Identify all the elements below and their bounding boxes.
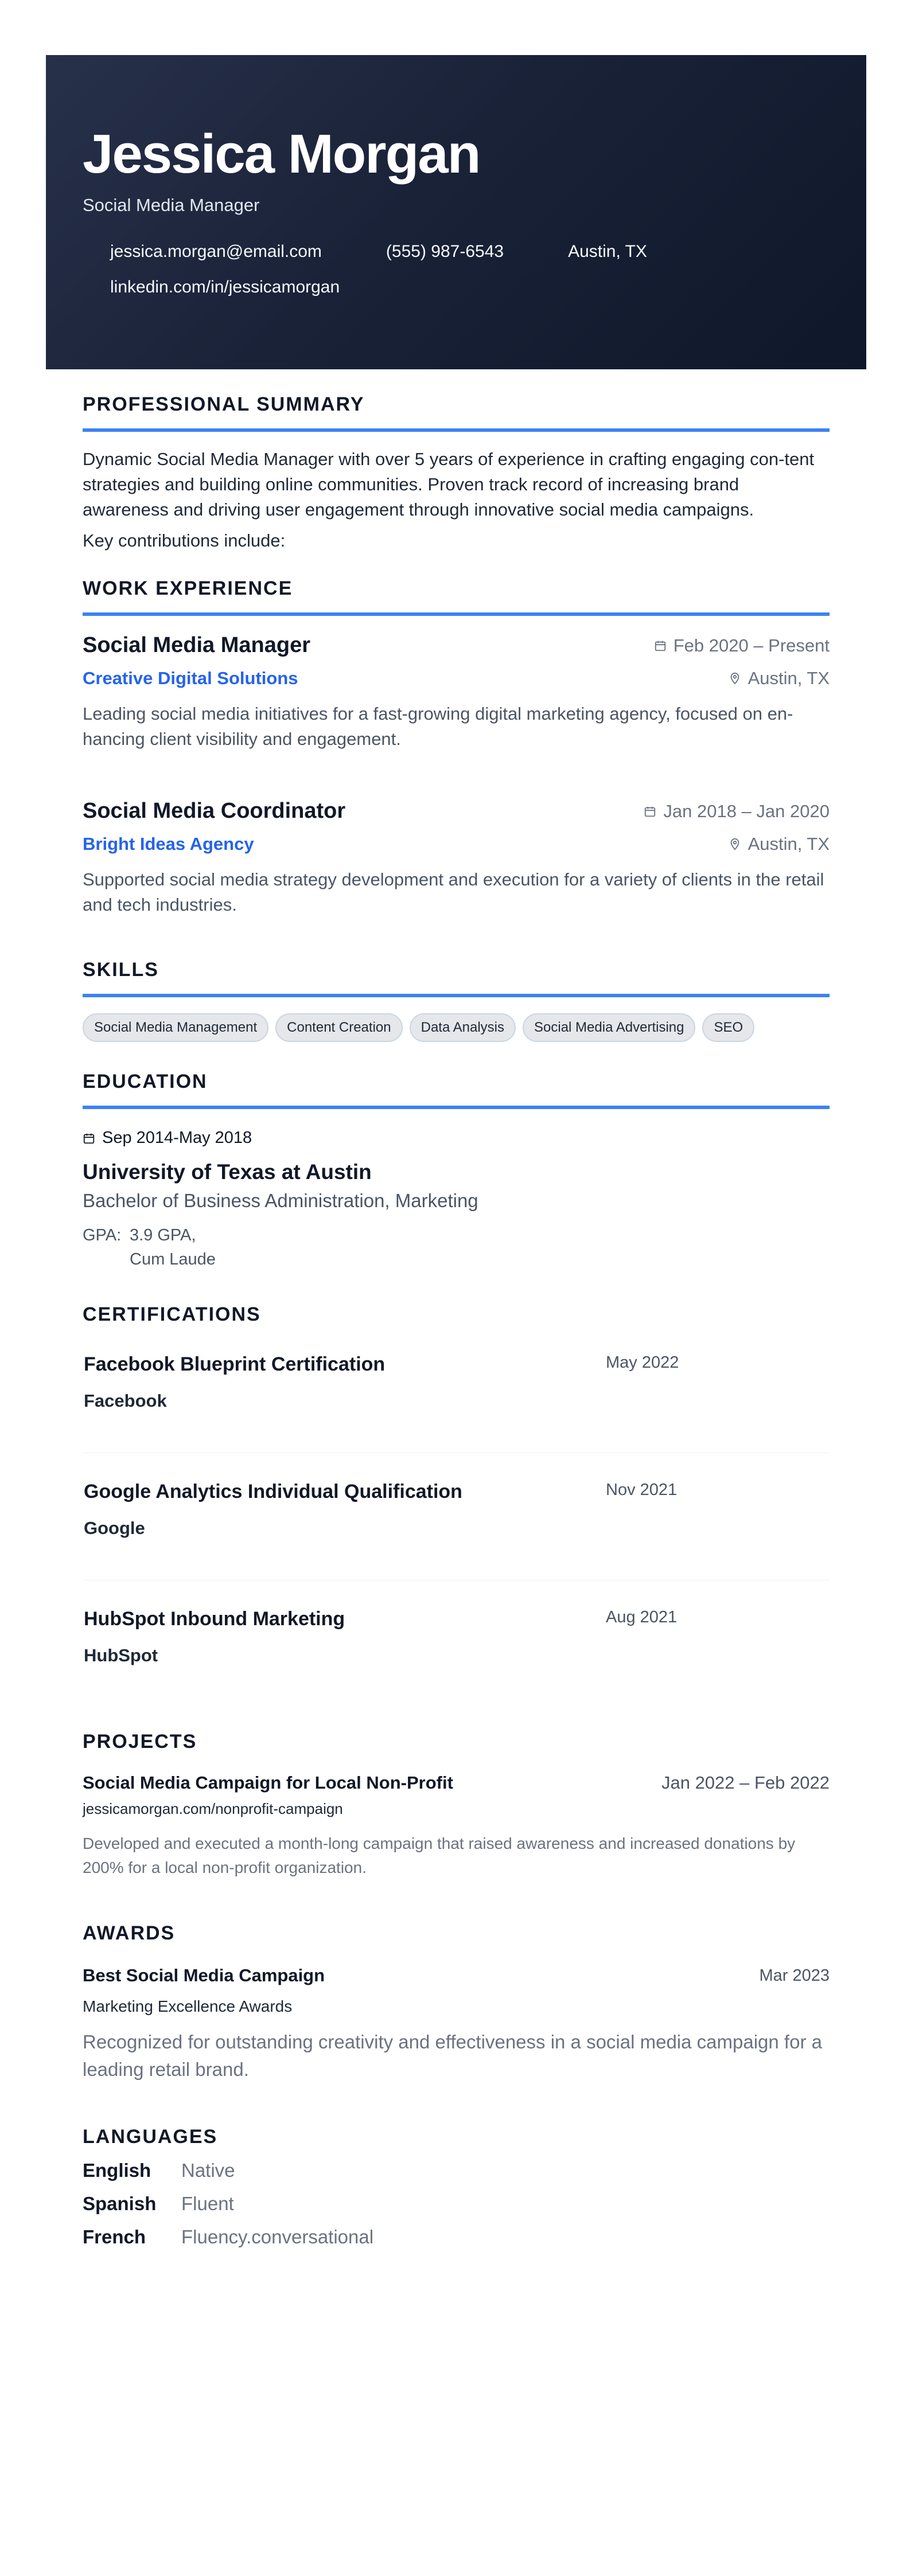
awards-section [83, 1922, 830, 2083]
certification-name: Facebook Blueprint Certification [84, 1353, 386, 1375]
section-divider [83, 612, 830, 616]
language-row [83, 2160, 830, 2181]
resume-header [46, 55, 866, 369]
calendar-icon [654, 639, 667, 652]
job-title: Social Media Coordinator [83, 799, 346, 823]
education-section [83, 1071, 830, 1271]
summary-section [83, 393, 830, 551]
job-location [729, 668, 830, 689]
job-location-text: Austin, TX [748, 834, 830, 854]
contact-row [83, 242, 830, 261]
skills-tags [83, 1013, 830, 1042]
award-date: Mar 2023 [759, 1966, 830, 1985]
award-issuer: Marketing Excellence Awards [83, 1997, 293, 2015]
job-location [729, 834, 830, 854]
language-level: Fluency.conversational [181, 2226, 374, 2247]
project-dates: Jan 2022 – Feb 2022 [661, 1773, 830, 1793]
candidate-name: Jessica Morgan [83, 123, 480, 185]
language-row [83, 2226, 830, 2248]
certification-issuer: Google [84, 1518, 145, 1538]
language-level: Native [181, 2160, 235, 2181]
resume-page [46, 55, 866, 2248]
certification-issuer: Facebook [84, 1391, 167, 1411]
location-text: Austin, TX [568, 242, 647, 261]
skill-tag: SEO [702, 1013, 754, 1042]
awards-heading: AWARDS [83, 1922, 176, 1944]
certification-date: Aug 2021 [606, 1608, 678, 1626]
contact-email[interactable] [83, 242, 322, 261]
education-dates [83, 1129, 830, 1148]
job-entry [83, 799, 830, 918]
job-description: Supported social media strategy development and execution for a variety of clients in the retail and tech industries. [83, 869, 824, 915]
language-name: English [83, 2160, 151, 2181]
language-row [83, 2193, 830, 2215]
certification-name: Google Analytics Individual Qualification [84, 1481, 462, 1502]
resume-content [46, 393, 866, 2248]
section-divider [83, 1106, 830, 1109]
award-description: Recognized for outstanding creativity and effectiveness in a social media campaign for a leading retail brand. [83, 2031, 822, 2080]
project-description: Developed and executed a month-long campaign that raised awareness and increased donations by 200% for a local non-profit organization. [83, 1835, 796, 1876]
job-dates [644, 801, 830, 822]
skills-heading: SKILLS [83, 959, 159, 981]
contact-linkedin[interactable] [83, 278, 340, 297]
job-description: Leading social media initiatives for a fast-growing digital marketing agency, focused on en-hancing client visibility and engagement. [83, 704, 793, 749]
job-title: Social Media Manager [83, 633, 311, 657]
education-dates-text: Sep 2014-May 2018 [102, 1129, 252, 1147]
skill-tag: Data Analysis [410, 1013, 516, 1042]
map-pin-icon [729, 838, 741, 850]
calendar-icon [644, 805, 656, 818]
language-level: Fluent [181, 2193, 234, 2214]
certification-date: Nov 2021 [606, 1481, 678, 1499]
school-name: University of Texas at Austin [83, 1160, 372, 1184]
company-name[interactable]: Bright Ideas Agency [83, 834, 254, 854]
location-icon [540, 243, 559, 261]
language-name: Spanish [83, 2193, 157, 2214]
gpa-block [83, 1223, 830, 1271]
section-divider [83, 428, 830, 432]
honors: Cum Laude [130, 1250, 216, 1269]
projects-section [83, 1731, 830, 1880]
work-heading: WORK EXPERIENCE [83, 577, 293, 599]
skill-tag: Social Media Management [83, 1013, 268, 1042]
summary-text: Dynamic Social Media Manager with over 5 years of experience in crafting engaging con-tent strategies and building online communities. Proven track record of increasing brand awareness and driving user engagement through innovative social media campaigns. [83, 449, 815, 520]
job-dates-text: Jan 2018 – Jan 2020 [663, 801, 830, 821]
award-title: Best Social Media Campaign [83, 1965, 325, 1985]
section-divider [83, 994, 830, 997]
job-entry [83, 633, 830, 752]
skill-tag: Content Creation [275, 1013, 402, 1042]
language-name: French [83, 2226, 146, 2247]
certification-entry [84, 1453, 830, 1580]
degree: Bachelor of Business Administration, Marketing [83, 1190, 478, 1211]
work-section [83, 577, 830, 918]
certification-date: May 2022 [606, 1353, 679, 1372]
summary-subtext: Key contributions include: [83, 530, 286, 551]
candidate-title: Social Media Manager [83, 195, 260, 215]
email-text: jessica.morgan@email.com [110, 242, 322, 261]
summary-heading: PROFESSIONAL SUMMARY [83, 393, 365, 415]
company-name[interactable]: Creative Digital Solutions [83, 668, 298, 688]
education-heading: EDUCATION [83, 1071, 208, 1092]
skill-tag: Social Media Advertising [523, 1013, 695, 1042]
phone-icon [359, 243, 377, 261]
languages-section [83, 2126, 830, 2248]
linkedin-icon [83, 278, 101, 296]
project-title: Social Media Campaign for Local Non-Profit [83, 1773, 453, 1793]
phone-text: (555) 987-6543 [386, 242, 504, 261]
projects-heading: PROJECTS [83, 1731, 197, 1753]
job-dates-text: Feb 2020 – Present [673, 635, 830, 655]
certifications-heading: CERTIFICATIONS [83, 1303, 261, 1325]
certification-issuer: HubSpot [84, 1645, 158, 1665]
certification-entry [84, 1326, 830, 1453]
contact-location [540, 242, 647, 261]
job-dates [654, 635, 830, 656]
languages-heading: LANGUAGES [83, 2126, 218, 2148]
map-pin-icon [729, 672, 741, 685]
certifications-section [83, 1303, 830, 1708]
certification-name: HubSpot Inbound Marketing [84, 1608, 345, 1630]
gpa-label: GPA: [83, 1226, 122, 1244]
gpa-value: 3.9 GPA, [130, 1226, 196, 1244]
certification-entry [84, 1580, 830, 1708]
contact-phone[interactable] [359, 242, 504, 261]
contact-row-2 [83, 278, 830, 297]
job-location-text: Austin, TX [748, 668, 830, 688]
skills-section [83, 959, 830, 1042]
calendar-icon [83, 1132, 95, 1145]
project-link[interactable]: jessicamorgan.com/nonprofit-campaign [83, 1800, 343, 1817]
email-icon [83, 243, 101, 261]
linkedin-text: linkedin.com/in/jessicamorgan [110, 278, 340, 296]
